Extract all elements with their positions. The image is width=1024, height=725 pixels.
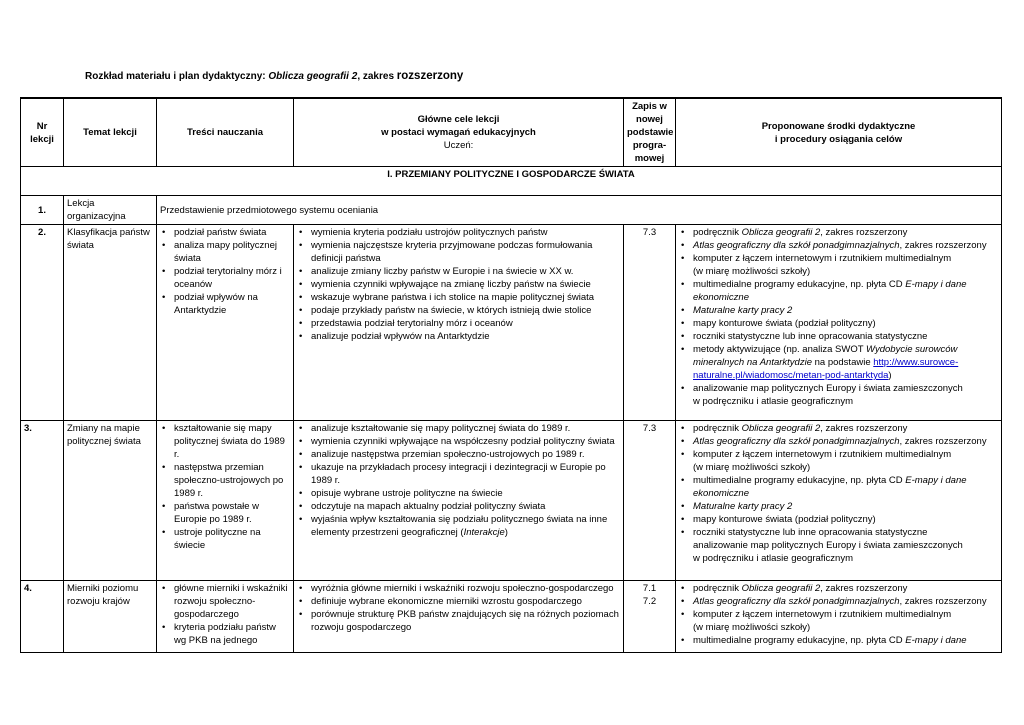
list-item: • odczytuje na mapach aktualny podział polityczny świata [297,500,620,513]
list-item: • multimedialne programy edukacyjne, np. płyta CD E-mapy i dane [679,634,998,647]
lesson-number: 1. [21,196,64,225]
list-item: • definiuje wybrane ekonomiczne mierniki wzrostu gospodarczego [297,595,620,608]
list-item: • wymienia kryteria podziału ustrojów politycznych państw [297,226,620,239]
list-item: • wymienia czynniki wpływające na zmianę liczby państw na świecie [297,278,620,291]
list-item: • wyróżnia główne mierniki i wskaźniki rozwoju społeczno-gospodarczego [297,582,620,595]
header-srodki [676,98,1002,167]
curriculum-code-line: 7.2 [642,596,657,607]
lesson-topic: Mierniki poziomu rozwoju krajów [64,581,157,653]
table-row [21,196,1002,225]
title-sep: , zakres [357,71,397,82]
header-srodki-line2: i procedury osiągania celów [774,133,903,145]
list-item: • multimedialne programy edukacyjne, np. płyta CD E-mapy i dane ekonomiczne [679,474,998,500]
lesson-topic: Lekcja organizacyjna [64,196,157,225]
list-item-continuation: (w miarę możliwości szkoły) [693,266,811,277]
list-item: • główne mierniki i wskaźniki rozwoju społeczno-gospodarczego [160,582,290,621]
list-item-continuation: (w miarę możliwości szkoły) [693,462,811,473]
list-item: • ukazuje na przykładach procesy integracji i dezintegracji w Europie po 1989 r. [297,461,620,487]
list-item: • multimedialne programy edukacyjne, np. płyta CD E-mapy i dane ekonomiczne [679,278,998,304]
lesson-number: 2. [21,225,64,421]
list-item: • wyjaśnia wpływ kształtowania się podziału politycznego świata na inne elementy przestrzeni geograficznej (Interakcje) [297,513,620,539]
list-item: • analizuje podział wpływów na Antarktydzie [297,330,620,343]
header-cele-line1: Główne cele lekcji [417,114,500,125]
list-item: • podział państw świata [160,226,290,239]
lesson-topic: Klasyfikacja państw świata [64,225,157,421]
lesson-content [157,581,294,653]
table-row [21,581,1002,653]
list-item-continuation: (w miarę możliwości szkoły) [693,622,811,633]
lesson-plan-table [20,97,1002,653]
list-item: • ustroje polityczne na świecie [160,526,290,552]
curriculum-code-line: 7.1 [642,583,657,594]
list-item: • kształtowanie się mapy politycznej świata do 1989 r. [160,422,290,461]
list-item: • komputer z łączem internetowym i rzutnikiem multimedialnym [679,448,998,461]
list-item: • opisuje wybrane ustroje polityczne na świecie [297,487,620,500]
list-item: • podaje przykłady państw na świecie, w których istnieją dwie stolice [297,304,620,317]
list-item: • wymienia najczęstsze kryteria przyjmowane podczas formułowania definicji państwa [297,239,620,265]
list-item: • przedstawia podział terytorialny mórz i oceanów [297,317,620,330]
list-item: • mapy konturowe świata (podział polityczny) [679,513,998,526]
lesson-number: 4. [21,581,64,653]
list-item: • podręcznik Oblicza geografii 2, zakres rozszerzony [679,226,998,239]
list-item: • Atlas geograficzny dla szkół ponadgimnazjalnych, zakres rozszerzony [679,435,998,448]
header-tresci: Treści nauczania [157,98,294,167]
curriculum-code: 7.3 [624,421,676,581]
list-item: • analizuje kształtowanie się mapy politycznej świata do 1989 r. [297,422,620,435]
list-item: • analizuje zmiany liczby państw w Europie i na świecie w XX w. [297,265,620,278]
document-title [85,70,463,82]
lesson-goals [294,581,624,653]
teaching-aids [676,225,1002,421]
list-item: • roczniki statystyczne lub inne opracowania statystyczne [679,526,998,539]
list-item: • Maturalne karty pracy 2 [679,500,998,513]
list-item: • porównuje strukturę PKB państw znajdujących się na różnych poziomach rozwoju gospodarczego [297,608,620,634]
list-item: • podręcznik Oblicza geografii 2, zakres rozszerzony [679,582,998,595]
list-item: • komputer z łączem internetowym i rzutnikiem multimedialnym [679,252,998,265]
curriculum-code [624,581,676,653]
list-item: • wymienia czynniki wpływające na współczesny podział polityczny świata [297,435,620,448]
list-item: • podział wpływów na Antarktydzie [160,291,290,317]
list-item: • wskazuje wybrane państwa i ich stolice na mapie politycznej świata [297,291,620,304]
list-item-continuation: analizowanie map politycznych Europy i świata zamieszczonych [693,540,963,551]
table-row [21,421,1002,581]
lesson-content [157,225,294,421]
list-item: • analiza mapy politycznej świata [160,239,290,265]
table-row [21,225,1002,421]
title-prefix: Rozkład materiału i plan dydaktyczny: [85,71,269,82]
header-cele-line3: Uczeń: [443,140,474,151]
list-item: • analizowanie map politycznych Europy i świata zamieszczonych [679,382,998,395]
title-level: rozszerzony [396,70,464,82]
header-temat: Temat lekcji [64,98,157,167]
header-row [21,98,1002,167]
lesson-goals [294,421,624,581]
list-item: • komputer z łączem internetowym i rzutnikiem multimedialnym [679,608,998,621]
header-zapis: Zapis w nowej podstawie progra-mowej [624,98,676,167]
header-cele [294,98,624,167]
header-srodki-line1: Proponowane środki dydaktyczne [761,120,916,132]
section-row [21,167,1002,196]
list-item: • Maturalne karty pracy 2 [679,304,998,317]
list-item: • metody aktywizujące (np. analiza SWOT Wydobycie surowców mineralnych na Antarktydzie na podstawie http://www.surowce-naturalne.pl/wiadomosc/metan-pod-antarktyda) [679,343,998,382]
list-item: • Atlas geograficzny dla szkół ponadgimnazjalnych, zakres rozszerzony [679,595,998,608]
curriculum-code: 7.3 [624,225,676,421]
lesson-content [157,421,294,581]
list-item: • państwa powstałe w Europie po 1989 r. [160,500,290,526]
header-cele-line2: w postaci wymagań edukacyjnych [381,127,536,138]
lesson-goals [294,225,624,421]
lesson-number: 3. [21,421,64,581]
surowce-link[interactable]: http://www.surowce-naturalne.pl/wiadomosc/metan-pod-antarktyda [693,357,959,381]
teaching-aids [676,581,1002,653]
section-title: I. PRZEMIANY POLITYCZNE I GOSPODARCZE ŚWIATA [21,167,1002,196]
list-item: • analizuje następstwa przemian społeczno-ustrojowych po 1989 r. [297,448,620,461]
list-item: • kryteria podziału państw wg PKB na jednego [160,621,290,647]
header-nr: Nr lekcji [21,98,64,167]
list-item: • Atlas geograficzny dla szkół ponadgimnazjalnych, zakres rozszerzony [679,239,998,252]
list-item: • następstwa przemian społeczno-ustrojowych po 1989 r. [160,461,290,500]
list-item: • podział terytorialny mórz i oceanów [160,265,290,291]
list-item: • roczniki statystyczne lub inne opracowania statystyczne [679,330,998,343]
teaching-aids [676,421,1002,581]
list-item: • mapy konturowe świata (podział polityczny) [679,317,998,330]
lesson-description: Przedstawienie przedmiotowego systemu oceniania [157,196,1002,225]
lesson-topic: Zmiany na mapie politycznej świata [64,421,157,581]
list-item: • podręcznik Oblicza geografii 2, zakres rozszerzony [679,422,998,435]
list-item-continuation: w podręczniku i atlasie geograficznym [693,396,853,407]
title-book: Oblicza geografii 2 [268,71,358,82]
list-item-continuation: w podręczniku i atlasie geograficznym [693,553,853,564]
